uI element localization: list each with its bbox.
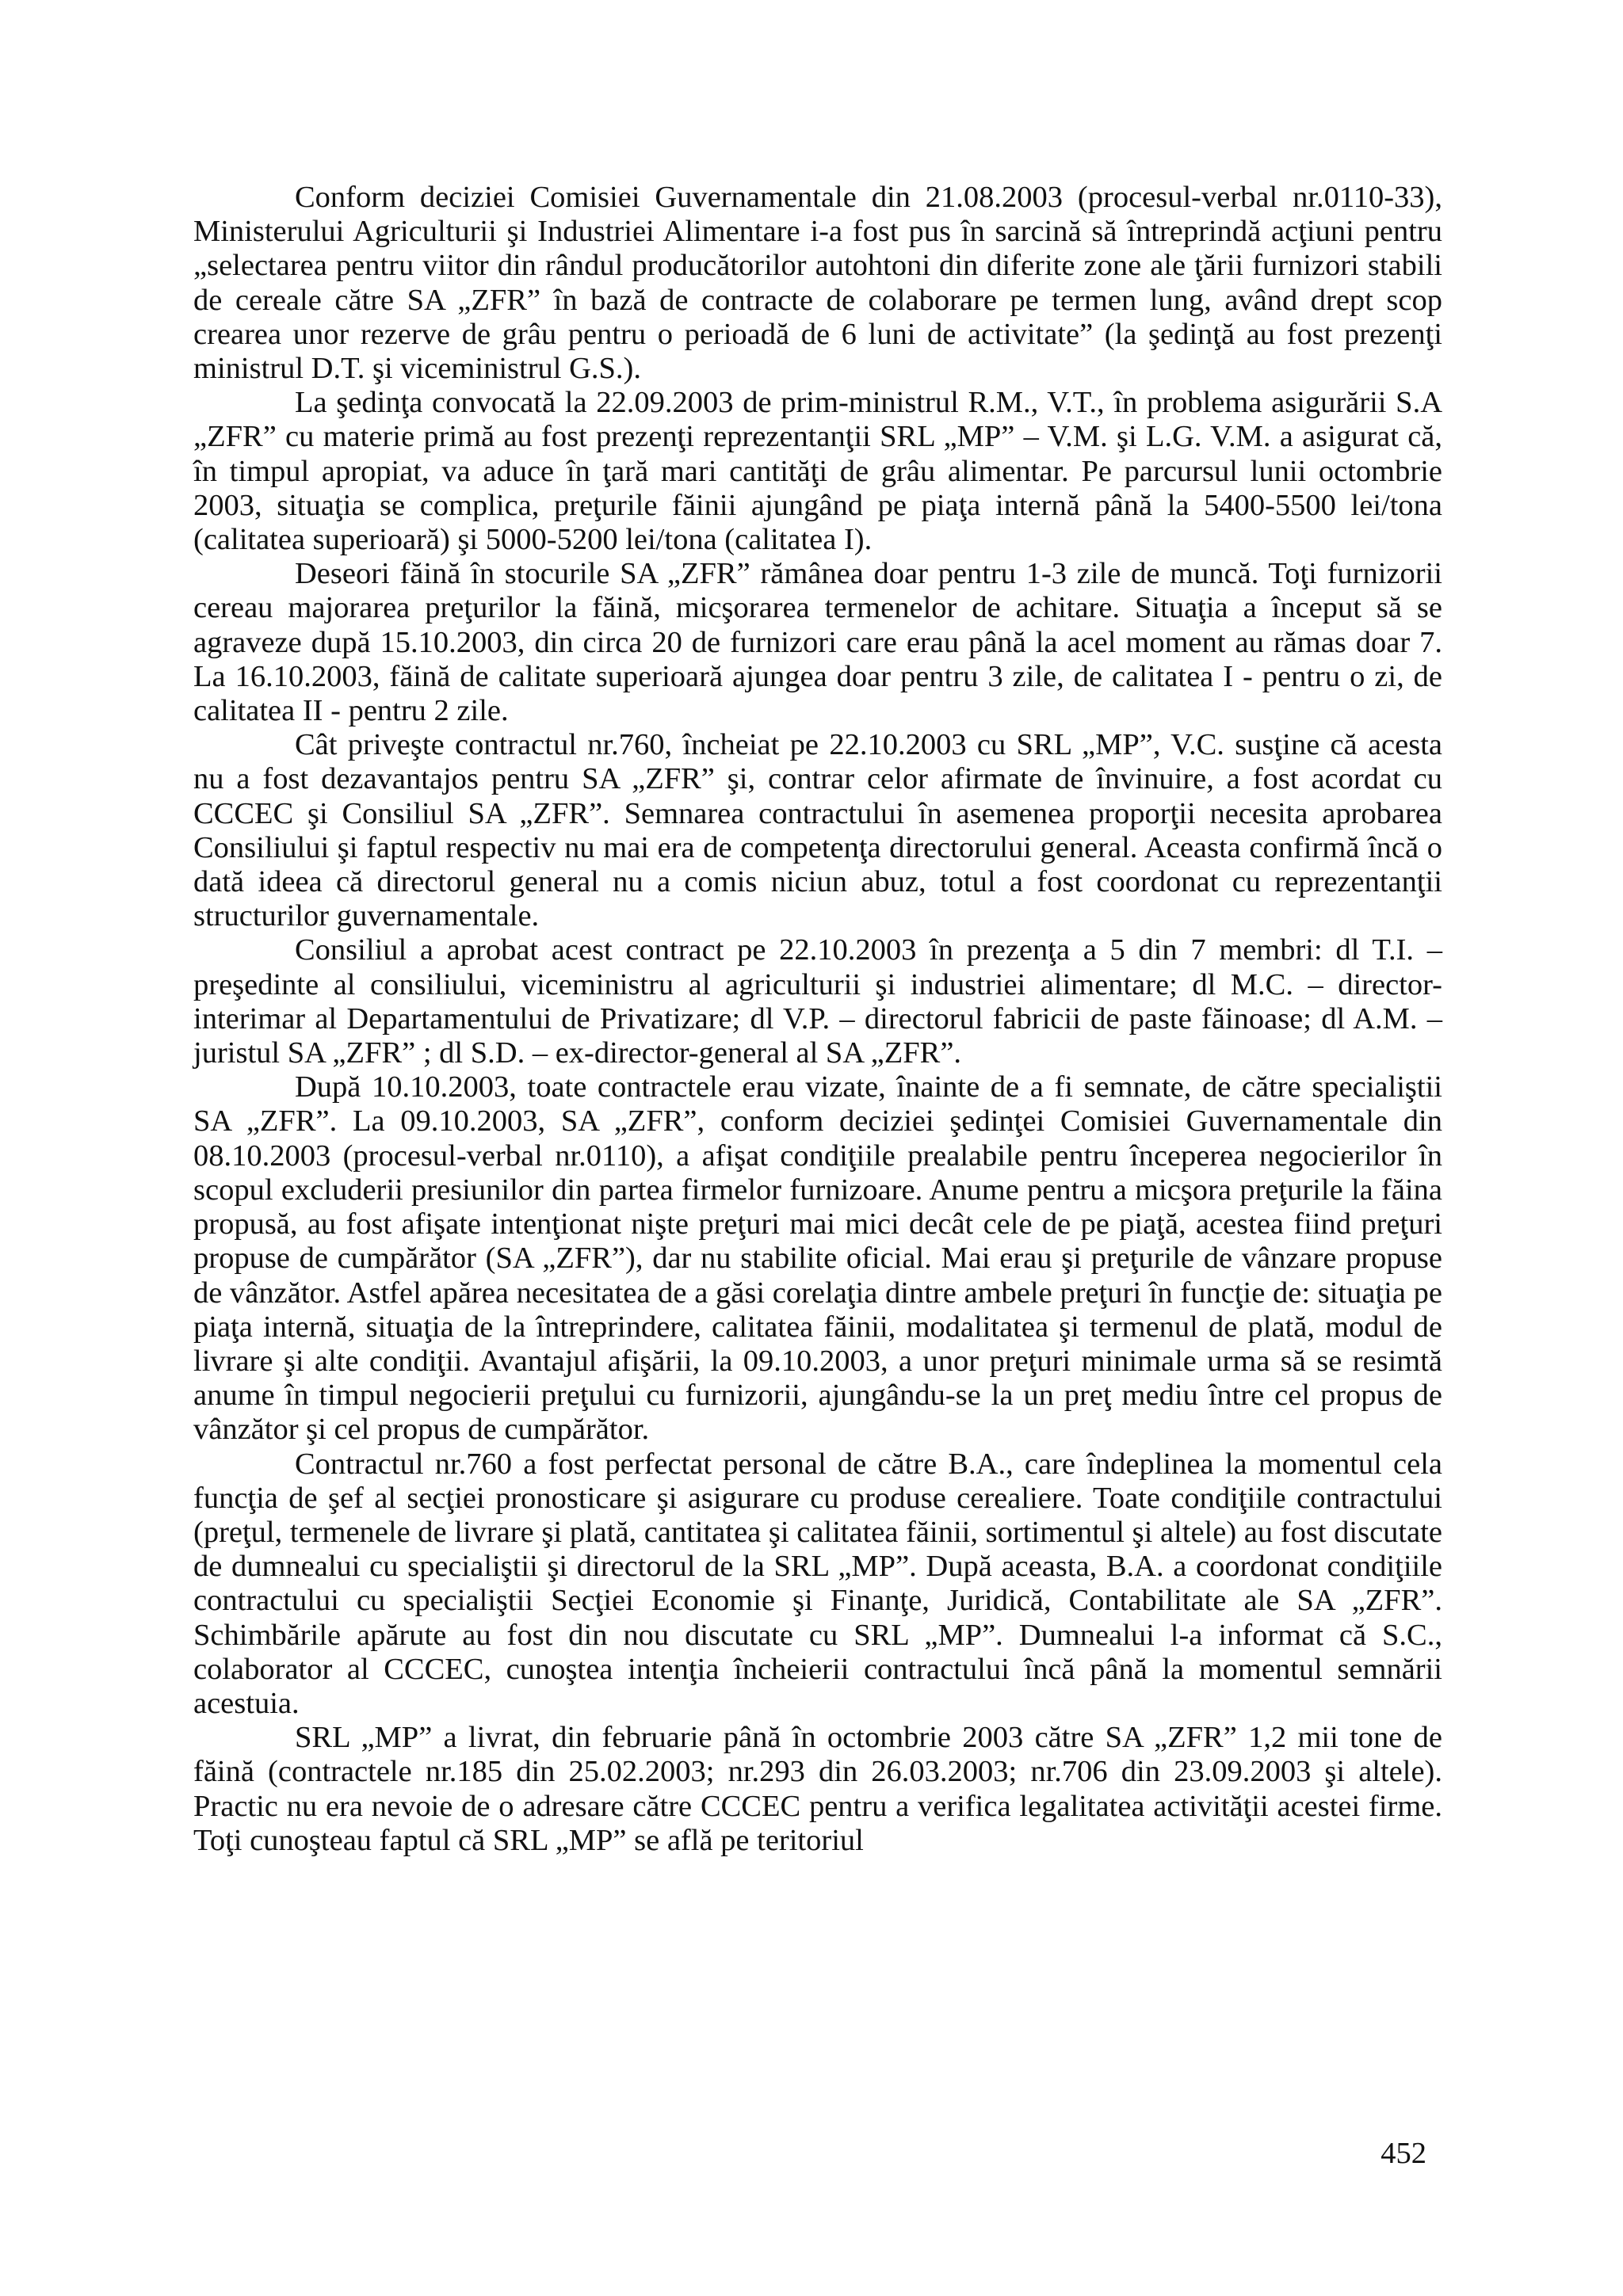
body-text xyxy=(193,181,1442,1858)
paragraph: După 10.10.2003, toate contractele erau vizate, înainte de a fi semnate, de către specialiştii SA „ZFR”. La 09.10.2003, SA „ZFR”, conform deciziei şedinţei Comisiei Guvernamentale din 08.10.2003 (procesul-verbal nr.0110), a afişat condiţiile prealabile pentru începerea negocierilor în scopul excluderii presiunilor din partea firmelor furnizoare. Anume pentru a micşora preţurile la făina propusă, au fost afişate intenţionat nişte preţuri mai mici decât cele de pe piaţă, acestea fiind preţuri propuse de cumpărător (SA „ZFR”), dar nu stabilite oficial. Mai erau şi preţurile de vânzare propuse de vânzător. Astfel apărea necesitatea de a găsi corelaţia dintre ambele preţuri în funcţie de: situaţia pe piaţa internă, situaţia de la întreprindere, calitatea făinii, modalitatea şi termenul de plată, modul de livrare şi alte condiţii. Avantajul afişării, la 09.10.2003, a unor preţuri minimale urma să se resimtă anume în timpul negocierii preţului cu furnizorii, ajungându-se la un preţ mediu între cel propus de vânzător şi cel propus de cumpărător. xyxy=(193,1070,1442,1447)
paragraph: Deseori făină în stocurile SA „ZFR” rămânea doar pentru 1-3 zile de muncă. Toţi furnizorii cereau majorarea preţurilor la făină, micşorarea termenelor de achitare. Situaţia a început să se agraveze după 15.10.2003, din circa 20 de furnizori care erau până la acel moment au rămas doar 7. La 16.10.2003, făină de calitate superioară ajungea doar pentru 3 zile, de calitatea I - pentru o zi, de calitatea II - pentru 2 zile. xyxy=(193,557,1442,728)
paragraph: SRL „MP” a livrat, din februarie până în octombrie 2003 către SA „ZFR” 1,2 mii tone de făină (contractele nr.185 din 25.02.2003; nr.293 din 26.03.2003; nr.706 din 23.09.2003 şi altele). Practic nu era nevoie de o adresare către CCCEC pentru a verifica legalitatea activităţii acestei firme. Toţi cunoşteau faptul că SRL „MP” se află pe teritoriul xyxy=(193,1721,1442,1857)
paragraph: Cât priveşte contractul nr.760, încheiat pe 22.10.2003 cu SRL „MP”, V.C. susţine că acesta nu a fost dezavantajos pentru SA „ZFR” şi, contrar celor afirmate de învinuire, a fost acordat cu CCCEC şi Consiliul SA „ZFR”. Semnarea contractului în asemenea proporţii necesita aprobarea Consiliului şi faptul respectiv nu mai era de competenţa directorului general. Aceasta confirmă încă o dată ideea că directorul general nu a comis niciun abuz, totul a fost coordonat cu reprezentanţii structurilor guvernamentale. xyxy=(193,728,1442,933)
paragraph: La şedinţa convocată la 22.09.2003 de prim-ministrul R.M., V.T., în problema asigurării S.A „ZFR” cu materie primă au fost prezenţi reprezentanţii SRL „MP” – V.M. şi L.G. V.M. a asigurat că, în timpul apropiat, va aduce în ţară mari cantităţi de grâu alimentar. Pe parcursul lunii octombrie 2003, situaţia se complica, preţurile făinii ajungând pe piaţa internă până la 5400-5500 lei/tona (calitatea superioară) şi 5000-5200 lei/tona (calitatea I). xyxy=(193,386,1442,557)
paragraph: Contractul nr.760 a fost perfectat personal de către B.A., care îndeplinea la momentul cela funcţia de şef al secţiei pronosticare şi asigurare cu produse cerealiere. Toate condiţiile contractului (preţul, termenele de livrare şi plată, cantitatea şi calitatea făinii, sortimentul şi altele) au fost discutate de dumnealui cu specialiştii şi directorul de la SRL „MP”. După aceasta, B.A. a coordonat condiţiile contractului cu specialiştii Secţiei Economie şi Finanţe, Juridică, Contabilitate ale SA „ZFR”. Schimbările apărute au fost din nou discutate cu SRL „MP”. Dumnealui l-a informat că S.C., colaborator al CCCEC, cunoştea intenţia încheierii contractului încă până la momentul semnării acestuia. xyxy=(193,1447,1442,1720)
page-number: 452 xyxy=(1381,2137,1426,2170)
paragraph: Consiliul a aprobat acest contract pe 22.10.2003 în prezenţa a 5 din 7 membri: dl T.I. – preşedinte al consiliului, viceministru al agriculturii şi industriei alimentare; dl M.C. – director-interimar al Departamentului de Privatizare; dl V.P. – directorul fabricii de paste făinoase; dl A.M. – juristul SA „ZFR” ; dl S.D. – ex-director-general al SA „ZFR”. xyxy=(193,933,1442,1070)
paragraph: Conform deciziei Comisiei Guvernamentale din 21.08.2003 (procesul-verbal nr.0110-33), Ministerului Agriculturii şi Industriei Alimentare i-a fost pus în sarcină să întreprindă acţiuni pentru „selectarea pentru viitor din rândul producătorilor autohtoni din diferite zone ale ţării furnizori stabili de cereale către SA „ZFR” în bază de contracte de colaborare pe termen lung, având drept scop crearea unor rezerve de grâu pentru o perioadă de 6 luni de activitate” (la şedinţă au fost prezenţi ministrul D.T. şi viceministrul G.S.). xyxy=(193,181,1442,386)
